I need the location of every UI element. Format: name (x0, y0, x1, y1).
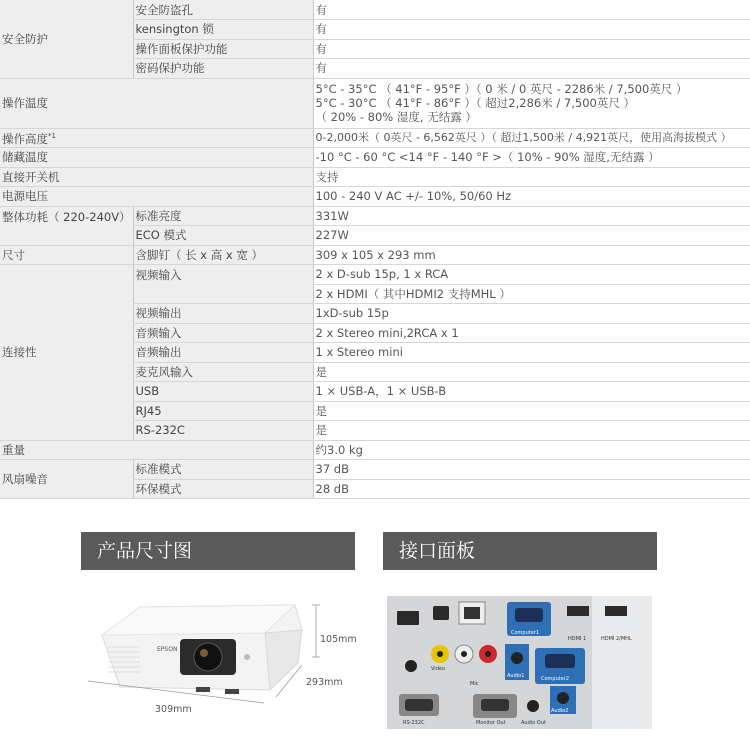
spec-row (0, 460, 750, 480)
projector-dimension-drawing (80, 595, 370, 720)
spec-row (0, 167, 750, 187)
vga-socket (515, 608, 543, 622)
projector-side (265, 630, 302, 690)
security-value: 有 (313, 20, 750, 40)
rj45-socket (464, 607, 480, 619)
audio2-label: Audio2 (551, 708, 569, 714)
hdmi1-label: HDMI 1 (568, 636, 587, 642)
connectivity-sub: 麦克风输入 (133, 362, 313, 382)
spec-row (0, 245, 750, 265)
size-label: 尺寸 (0, 245, 133, 265)
spec-row (0, 265, 750, 285)
connectivity-value: 1 × USB-A，1 × USB-B (313, 382, 750, 402)
size-value: 309 x 105 x 293 mm (313, 245, 750, 265)
fan-noise-sub: 环保模式 (133, 479, 313, 499)
voltage-value: 100 - 240 V AC +/- 10%, 50/60 Hz (313, 187, 750, 207)
video-label: Video (431, 666, 446, 672)
computer1-label: Computer1 (511, 630, 540, 636)
connectivity-value: 是 (313, 421, 750, 441)
connectivity-sub: 音频输入 (133, 323, 313, 343)
power-label: 整体功耗（ 220-240V） (0, 206, 133, 245)
connectivity-sub: RJ45 (133, 401, 313, 421)
height-dimension-line (312, 605, 320, 657)
storage-temp-label: 储藏温度 (0, 148, 313, 168)
audio-right-socket (485, 651, 491, 657)
connectivity-value: 1xD-sub 15p (313, 304, 750, 324)
hdmi1-port-icon (567, 606, 589, 616)
ports-section-title: 接口面板 (383, 532, 657, 570)
depth-label: 293mm (306, 677, 343, 688)
power-sub: ECO 模式 (133, 226, 313, 246)
footnote-mark: *1 (48, 132, 56, 141)
audio-out-port-icon (527, 700, 539, 712)
spec-row (0, 148, 750, 168)
front-foot (196, 687, 210, 692)
mic-label: Mic (470, 681, 479, 687)
security-value: 有 (313, 59, 750, 79)
brand-logo: EPSON (157, 646, 178, 653)
spec-row (0, 206, 750, 226)
connectivity-sub: 音频输出 (133, 343, 313, 363)
lens-reflection (200, 649, 208, 657)
audio-left-socket (461, 651, 467, 657)
connectivity-value: 2 x HDMI（ 其中HDMI2 支持MHL ） (313, 284, 750, 304)
direct-power-label: 直接开关机 (0, 167, 313, 187)
connectivity-value: 1 x Stereo mini (313, 343, 750, 363)
altitude-value: 0-2,000米（ 0英尺 - 6,562英尺 ）（ 超过1,500米 / 4,921英尺，使用高海拔模式 ） (313, 128, 750, 148)
rs232c-socket (405, 699, 433, 711)
weight-value: 约3.0 kg (313, 440, 750, 460)
front-foot (225, 689, 239, 694)
usb-a-port-icon (397, 611, 419, 625)
spec-row (0, 0, 750, 20)
ports-panel-photo (387, 596, 652, 729)
spec-row (0, 440, 750, 460)
sensor-icon (244, 654, 250, 660)
direct-power-value: 支持 (313, 167, 750, 187)
connectivity-sub: USB (133, 382, 313, 402)
audio1-label: Audio1 (507, 673, 525, 679)
fan-noise-sub: 标准模式 (133, 460, 313, 480)
security-value: 有 (313, 0, 750, 20)
lens-icon (194, 643, 222, 671)
security-sub: 密码保护功能 (133, 59, 313, 79)
connectivity-value: 2 x Stereo mini,2RCA x 1 (313, 323, 750, 343)
fan-noise-value: 28 dB (313, 479, 750, 499)
power-value: 331W (313, 206, 750, 226)
rs232c-label: RS-232C (403, 720, 425, 726)
spec-row (0, 78, 750, 128)
storage-temp-value: -10 °C - 60 °C <14 °F - 140 °F >（ 10% - 90% 湿度,无结露 ） (313, 148, 750, 168)
spec-row (0, 187, 750, 207)
connectivity-value: 是 (313, 362, 750, 382)
dimensions-section-title: 产品尺寸图 (81, 532, 355, 570)
vga-socket (545, 654, 575, 668)
usb-b-port-icon (433, 606, 449, 620)
security-label: 安全防护 (0, 0, 133, 78)
height-label: 105mm (320, 634, 357, 645)
operating-temp-line: 5°C - 30°C （ 41°F - 86°F ）（ 超过2,286米 / 7,500英尺 ） (315, 96, 635, 110)
power-value: 227W (313, 226, 750, 246)
hdmi2-label: HDMI 2/MHL (601, 636, 632, 642)
width-label: 309mm (155, 704, 192, 715)
connectivity-label: 连接性 (0, 265, 133, 441)
fan-noise-label: 风扇噪音 (0, 460, 133, 499)
connectivity-value: 2 x D-sub 15p, 1 x RCA (313, 265, 750, 285)
connectivity-sub: 视频输入 (133, 265, 313, 304)
audio1-socket (511, 652, 523, 664)
mic-port-icon (405, 660, 417, 672)
power-sub: 标准亮度 (133, 206, 313, 226)
altitude-label: 操作高度$^{*1}$ (0, 128, 313, 148)
audio2-socket (557, 692, 569, 704)
hdmi2-port-icon (605, 606, 627, 616)
video-socket (437, 651, 443, 657)
monitor-out-socket (481, 699, 509, 711)
security-sub: 安全防盗孔 (133, 0, 313, 20)
computer2-label: Computer2 (541, 676, 570, 682)
voltage-label: 电源电压 (0, 187, 313, 207)
operating-temp-value (313, 78, 750, 128)
security-value: 有 (313, 39, 750, 59)
audio-out-label: Audio Out (521, 720, 546, 726)
monitor-out-label: Monitor Out (476, 720, 506, 726)
operating-temp-line: （ 20% - 80% 湿度, 无结露 ） (315, 110, 477, 124)
fan-noise-value: 37 dB (313, 460, 750, 480)
operating-temp-label: 操作温度 (0, 78, 313, 128)
security-sub: kensington 锁 (133, 20, 313, 40)
weight-label: 重量 (0, 440, 313, 460)
connectivity-value: 是 (313, 401, 750, 421)
operating-temp-line: 5°C - 35°C （ 41°F - 95°F ）（ 0 米 / 0 英尺 - 2286米 / 7,500英尺 ） (315, 82, 688, 96)
projector-top (102, 605, 295, 635)
spec-row (0, 128, 750, 148)
connectivity-sub: RS-232C (133, 421, 313, 441)
connectivity-sub: 视频输出 (133, 304, 313, 324)
size-sub: 含脚钉（ 长 x 高 x 宽 ） (133, 245, 313, 265)
security-sub: 操作面板保护功能 (133, 39, 313, 59)
